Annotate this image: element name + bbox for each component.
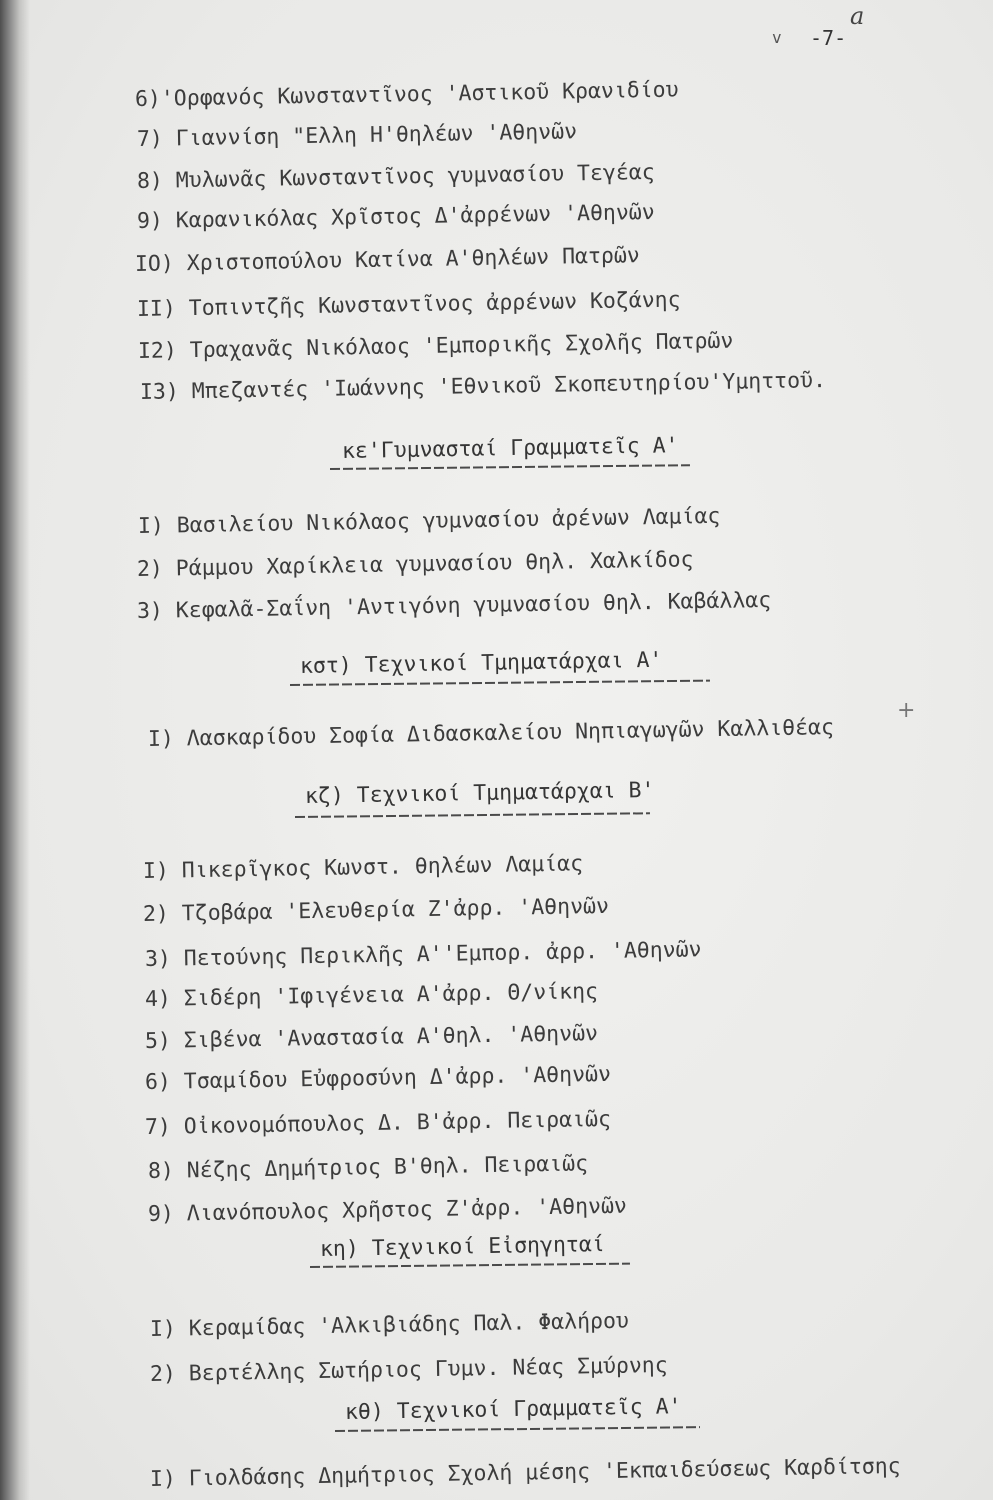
section-heading: κη) Τεχνικοί Εἰσηγηταί — [319, 1232, 605, 1262]
page-number-handwritten-suffix: a — [850, 2, 865, 30]
list-item: 7) Οἰκονομόπουλος Δ. Β'ἀρρ. Πειραιῶς — [144, 1106, 612, 1140]
section-heading: κστ) Τεχνικοί Τμηματάρχαι Α' — [299, 647, 663, 679]
margin-plus-mark: + — [897, 698, 916, 723]
list-item: 6) Τσαμίδου Εὐφροσύνη Δ'ἀρρ. 'Αθηνῶν — [144, 1061, 612, 1095]
list-item: I2) Τραχανᾶς Νικόλαος 'Εμπορικῆς Σχολῆς Πατρῶν — [137, 328, 734, 364]
list-item: II) Τοπιντζῆς Κωνσταντῖνος ἀρρένων Κοζάνης — [136, 287, 681, 322]
list-item: I3) Μπεζαντές 'Ιωάννης 'Εθνικοῦ Σκοπευτηρίου'Υμηττοῦ. — [139, 368, 827, 405]
list-item: 9) Λιανόπουλος Χρῆστος Ζ'ἀρρ. 'Αθηνῶν — [147, 1193, 628, 1227]
heading-underline — [330, 464, 690, 470]
list-item: 2) Ράμμου Χαρίκλεια γυμνασίου θηλ. Χαλκίδος — [136, 547, 694, 582]
list-item: I) Πικερῖγκος Κωνστ. θηλέων Λαμίας — [142, 851, 584, 884]
list-item: 2) Βερτέλλης Σωτήριος Γυμν. Νέας Σμύρνης — [149, 1352, 668, 1387]
list-item: I) Λασκαρίδου Σοφία Διδασκαλείου Νηπιαγωγῶν Καλλιθέας — [147, 715, 835, 752]
section-heading: κε'Γυμνασταί Γραμματεῖς Α' — [341, 433, 679, 464]
list-item: I) Κεραμίδας 'Αλκιβιάδης Παλ. Φαλήρου — [149, 1308, 630, 1342]
heading-underline — [295, 812, 650, 818]
list-item: 3) Πετούνης Περικλῆς Α''Εμπορ. ἀρρ. 'Αθηνῶν — [144, 937, 702, 972]
list-item: 2) Τζοβάρα 'Ελευθερία Ζ'ἀρρ. 'Αθηνῶν — [142, 893, 610, 927]
list-item: 4) Σιδέρη 'Ιφιγένεια Α'ἀρρ. Θ/νίκης — [144, 979, 599, 1012]
list-item: 8) Νέζης Δημήτριος Β'θηλ. Πειραιῶς — [147, 1151, 589, 1184]
heading-underline — [290, 680, 710, 686]
list-item: 9) Καρανικόλας Χρῖστος Δ'ἀρρένων 'Αθηνῶν — [136, 199, 655, 234]
heading-underline — [310, 1263, 630, 1268]
list-item: 8) Μυλωνᾶς Κωνσταντῖνος γυμνασίου Τεγέας — [136, 159, 655, 194]
list-item: I) Βασιλείου Νικόλαος γυμνασίου ἀρένων Λαμίας — [137, 503, 721, 539]
list-item: I) Γιολδάσης Δημήτριος Σχολή μέσης 'Εκπαιδεύσεως Καρδίτσης — [149, 1453, 901, 1492]
list-item: 7) Γιαννίση "Ελλη Η'θηλέων 'Αθηνῶν — [136, 119, 578, 152]
heading-underline — [335, 1426, 700, 1432]
section-heading: κθ) Τεχνικοί Γραμματεῖς Α' — [344, 1394, 682, 1425]
page-check-mark: v — [772, 28, 782, 47]
list-item: 5) Σιβένα 'Αναστασία Α'θηλ. 'Αθηνῶν — [144, 1021, 599, 1054]
section-heading: κζ) Τεχνικοί Τμηματάρχαι Β' — [304, 777, 655, 809]
binding-shadow — [0, 0, 30, 1500]
list-item: 6)'Ορφανός Κωνσταντῖνος 'Αστικοῦ Κρανιδίου — [134, 77, 679, 112]
page-number: -7- — [810, 26, 847, 50]
list-item: IO) Χριστοπούλου Κατίνα Α'θηλέων Πατρῶν — [134, 243, 640, 277]
list-item: 3) Κεφαλᾶ-Σαΐνη 'Αντιγόνη γυμνασίου θηλ. Καβάλλας — [136, 587, 772, 624]
